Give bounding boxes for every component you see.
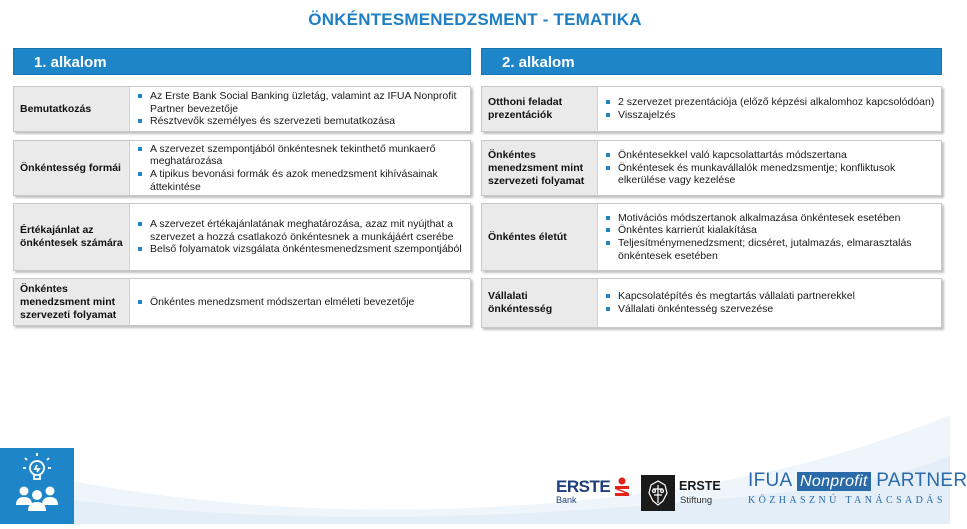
topic-item: A szervezet értékajánlatának meghatározása, azaz mit nyújthat a szervezet a hozzá csatlakozó önkéntesnek a munkájáért cserébe xyxy=(138,218,464,243)
topic-card xyxy=(481,86,942,132)
topic-item: Önkéntes menedzsment módszertan elméleti bevezetője xyxy=(138,296,464,309)
topic-item: Önkéntesekkel való kapcsolattartás módszertana xyxy=(606,149,935,162)
column-header: 2. alkalom xyxy=(481,48,942,75)
topic-item: A szervezet szempontjából önkéntesnek tekinthető munkaerő meghatározása xyxy=(138,143,464,168)
topic-items xyxy=(130,141,470,195)
topic-items xyxy=(130,279,470,325)
topic-label: Értékajánlat az önkéntesek számára xyxy=(14,204,130,270)
topic-label: Önkéntes életút xyxy=(482,204,598,270)
stiftung-badge-icon xyxy=(641,475,675,511)
erste-stiftung-logo xyxy=(641,475,721,515)
stiftung-sub: Stiftung xyxy=(680,495,713,506)
topic-item: 2 szervezet prezentációja (előző képzési alkalomhoz kapcsolódóan) xyxy=(606,96,935,109)
ifua-logo xyxy=(748,470,967,520)
column-session-1 xyxy=(13,48,471,321)
topic-label: Bemutatkozás xyxy=(14,87,130,131)
erste-bank-wordmark: ERSTE xyxy=(556,477,611,496)
topic-card xyxy=(13,140,471,196)
page-title: ÖNKÉNTESMENEDZSMENT - TEMATIKA xyxy=(308,10,642,29)
erste-bank-logo xyxy=(556,477,634,513)
topic-label: Önkéntes menedzsment mint szervezeti folyamat xyxy=(14,279,130,325)
topic-card xyxy=(481,203,942,271)
topic-label: Vállalati önkéntesség xyxy=(482,279,598,327)
ifua-tagline: KÖZHASZNÚ TANÁCSADÁS xyxy=(748,495,946,506)
column-header: 1. alkalom xyxy=(13,48,471,75)
topic-item: Kapcsolatépítés és megtartás vállalati partnerekkel xyxy=(606,290,935,303)
topic-label: Önkéntesség formái xyxy=(14,141,130,195)
topic-items xyxy=(598,204,941,270)
icon-box xyxy=(0,448,74,524)
topic-item: Motivációs módszertanok alkalmazása önkéntesek esetében xyxy=(606,212,935,225)
topic-label: Önkéntes menedzsment mint szervezeti folyamat xyxy=(482,141,598,195)
topic-card xyxy=(13,278,471,326)
topic-card xyxy=(13,86,471,132)
topic-items xyxy=(598,87,941,131)
topic-items xyxy=(130,87,470,131)
topic-items xyxy=(598,141,941,195)
topic-card xyxy=(13,203,471,271)
erste-s-icon xyxy=(613,477,631,497)
topic-item: Résztvevők személyes és szervezeti bemutatkozása xyxy=(138,115,464,128)
topic-item: A tipikus bevonási formák és azok menedzsment kihívásainak áttekintése xyxy=(138,168,464,193)
ifua-nonprofit: Nonprofit xyxy=(797,472,871,491)
topic-label: Otthoni feladat prezentációk xyxy=(482,87,598,131)
topic-item: Önkéntes karrierút kialakítása xyxy=(606,224,935,237)
erste-bank-sub: Bank xyxy=(556,495,577,505)
lightbulb-team-icon xyxy=(0,448,74,524)
topic-item: Vállalati önkéntesség szervezése xyxy=(606,303,935,316)
topic-card xyxy=(481,278,942,328)
topic-item: Belső folyamatok vizsgálata önkéntesmenedzsment szempontjából xyxy=(138,243,464,256)
stiftung-wordmark: ERSTE xyxy=(679,479,721,493)
column-session-2 xyxy=(481,48,942,315)
topic-item: Önkéntesek és munkavállalók menedzsmentje; konfliktusok elkerülése vagy kezelése xyxy=(606,162,935,187)
ifua-prefix: IFUA xyxy=(748,470,792,491)
ifua-partner: PARTNER xyxy=(876,470,967,491)
topic-items xyxy=(130,204,470,270)
topic-items xyxy=(598,279,941,327)
topic-item: Visszajelzés xyxy=(606,109,935,122)
topic-item: Az Erste Bank Social Banking üzletág, valamint az IFUA Nonprofit Partner bevezetője xyxy=(138,90,464,115)
ifua-wordmark xyxy=(748,470,967,492)
topic-card xyxy=(481,140,942,196)
topic-item: Teljesítménymenedzsment; dicséret, jutalmazás, elmarasztalás önkéntesek esetében xyxy=(606,237,935,262)
